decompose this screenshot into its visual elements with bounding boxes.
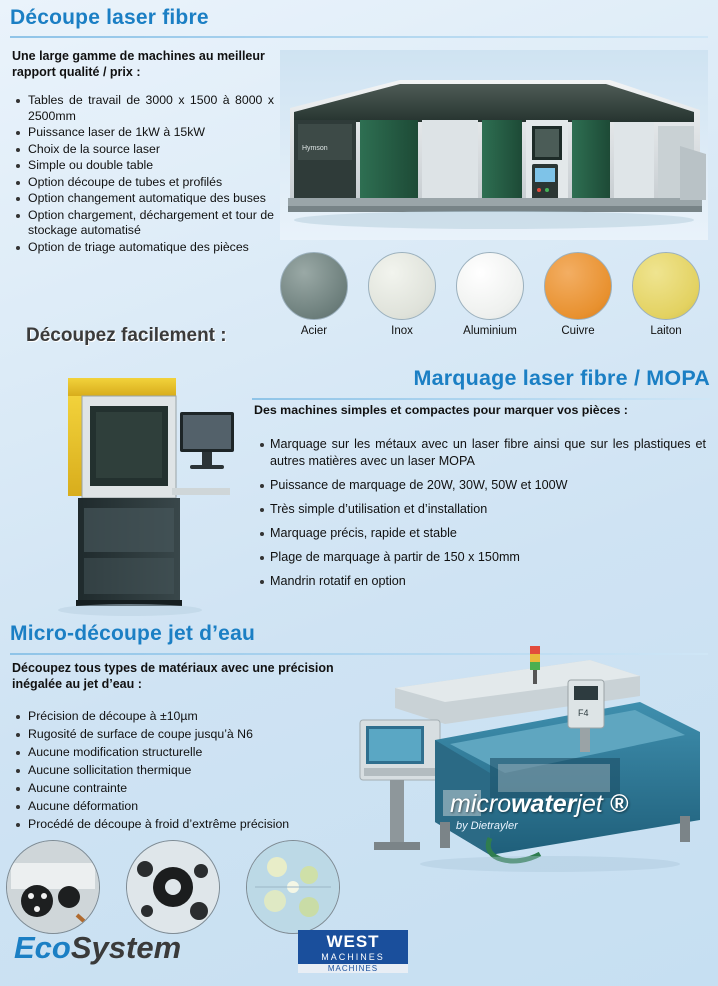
- list-item: Simple ou double table: [12, 158, 274, 174]
- brand-part-water: water: [511, 790, 577, 818]
- west-logo-line3: MACHINES: [298, 964, 408, 973]
- list-item: Procédé de découpe à froid d’extrême précision: [12, 817, 360, 833]
- sample-disc-3: [246, 840, 340, 934]
- brand-part-micro: micro: [450, 790, 512, 818]
- sample-disc-1: [6, 840, 100, 934]
- fiber-laser-marking-machine-image: [48, 368, 248, 618]
- waterjet-cutting-machine-image: [340, 640, 708, 890]
- list-item: Rugosité de surface de coupe jusqu’à N6: [12, 727, 360, 743]
- list-item: Option découpe de tubes et profilés: [12, 175, 274, 191]
- material-disc: [632, 252, 700, 320]
- list-item: Précision de découpe à ±10µm: [12, 709, 360, 725]
- list-item: Aucune sollicitation thermique: [12, 763, 360, 779]
- material-swatch: [624, 252, 708, 337]
- microwaterjet-brand: [450, 790, 628, 819]
- machine-brand-label: Hymson: [302, 145, 328, 152]
- west-machines-logo: [298, 930, 408, 980]
- material-label: Cuivre: [561, 325, 595, 337]
- feature-list-3: [12, 706, 360, 835]
- section-title-micro-decoupe-jet-eau: Micro-découpe jet d’eau: [10, 622, 255, 645]
- company-logo-ecosystem: [14, 930, 181, 966]
- list-item: Puissance de marquage de 20W, 30W, 50W et 100W: [254, 477, 706, 494]
- material-disc: [544, 252, 612, 320]
- material-swatch: [536, 252, 620, 337]
- material-swatches: [272, 252, 712, 348]
- machine-screen-label: F4: [578, 708, 589, 718]
- list-item: Choix de la source laser: [12, 142, 274, 158]
- material-label: Inox: [391, 325, 413, 337]
- material-swatch: [448, 252, 532, 337]
- sample-parts-images: [6, 840, 346, 935]
- material-label: Aluminium: [463, 325, 517, 337]
- material-disc: [368, 252, 436, 320]
- list-item: Tables de travail de 3000 x 1500 à 8000 x 2500mm: [12, 93, 274, 124]
- list-item: Marquage précis, rapide et stable: [254, 525, 706, 542]
- list-item: Option de triage automatique des pièces: [12, 240, 274, 256]
- list-item: Marquage sur les métaux avec un laser fibre ainsi que sur les plastiques et autres matières avec un laser MOPA: [254, 436, 706, 470]
- list-item: Très simple d’utilisation et d’installation: [254, 501, 706, 518]
- brand-registered-mark: ®: [609, 790, 629, 818]
- section-intro-3: Découpez tous types de matériaux avec une précision inégalée au jet d’eau :: [12, 661, 334, 691]
- material-disc: [280, 252, 348, 320]
- fiber-laser-cutting-machine-image: [280, 50, 708, 240]
- microwaterjet-subtitle: by Dietrayler: [456, 820, 518, 832]
- list-item: Option chargement, déchargement et tour de stockage automatisé: [12, 208, 274, 239]
- material-disc: [456, 252, 524, 320]
- section-rule-1: [10, 36, 708, 38]
- feature-list-1: [12, 92, 274, 256]
- section-rule-2: [252, 398, 710, 400]
- material-swatch: [360, 252, 444, 337]
- material-label: Laiton: [650, 325, 682, 337]
- section-title-marquage-laser: Marquage laser fibre / MOPA: [413, 366, 710, 390]
- section-title-decoupe-laser-fibre: Découpe laser fibre: [10, 6, 209, 29]
- list-item: Aucune contrainte: [12, 781, 360, 797]
- sample-disc-2: [126, 840, 220, 934]
- section-intro-2: Des machines simples et compactes pour marquer vos pièces :: [254, 403, 628, 417]
- section-intro-1: Une large gamme de machines au meilleur rapport qualité / prix :: [12, 49, 265, 79]
- decoupez-facilement-label: Découpez facilement :: [26, 325, 227, 346]
- feature-list-2: [254, 429, 706, 597]
- west-logo-line1: WEST: [298, 930, 408, 952]
- logo-word: System: [70, 930, 182, 965]
- material-swatch: [272, 252, 356, 337]
- list-item: Aucune déformation: [12, 799, 360, 815]
- list-item: Mandrin rotatif en option: [254, 573, 706, 590]
- brand-part-jet: jet: [576, 790, 603, 818]
- list-item: Aucune modification structurelle: [12, 745, 360, 761]
- list-item: Plage de marquage à partir de 150 x 150mm: [254, 549, 706, 566]
- list-item: Option changement automatique des buses: [12, 191, 274, 207]
- logo-prefix: Eco: [14, 930, 71, 965]
- list-item: Puissance laser de 1kW à 15kW: [12, 125, 274, 141]
- material-label: Acier: [300, 325, 328, 337]
- west-logo-line2: MACHINES: [298, 952, 408, 964]
